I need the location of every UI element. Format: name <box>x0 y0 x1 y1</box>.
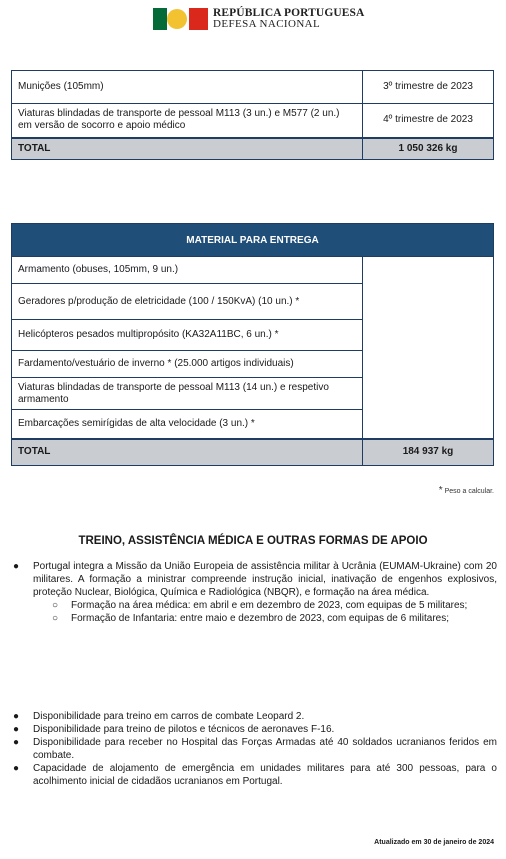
circle-bullet-icon: ○ <box>52 600 59 611</box>
list-item-text: Disponibilidade para treino de pilotos e técnicos de aeronaves F-16. <box>33 724 335 735</box>
table-cell-item: Viaturas blindadas de transporte de pessoal M113 (14 un.) e respetivo armamento <box>12 378 363 410</box>
bullet-icon: ● <box>13 763 20 774</box>
table-header: MATERIAL PARA ENTREGA <box>12 224 494 257</box>
list-item <box>11 560 497 599</box>
portuguese-republic-logo-icon <box>153 8 208 30</box>
table-cell-item: Geradores p/produção de eletricidade (100 / 150KvA) (10 un.) * <box>12 284 363 320</box>
footnote-text: Peso a calcular. <box>444 488 494 495</box>
list-item-text: Disponibilidade para receber no Hospital das Forças Armadas até 40 soldados ucranianos feridos em combate. <box>33 737 497 761</box>
header-line1: REPÚBLICA PORTUGUESA <box>213 7 365 19</box>
table-cell-item: Embarcações semirígidas de alta velocidade (3 un.) * <box>12 410 363 439</box>
table-cell-value: 3º trimestre de 2023 <box>363 71 494 104</box>
list-item <box>11 710 497 723</box>
list-item-text: Disponibilidade para treino em carros de combate Leopard 2. <box>33 711 305 722</box>
list-item <box>11 736 497 762</box>
table-cell-item: Munições (105mm) <box>12 71 363 104</box>
list-item-text: Capacidade de alojamento de emergência em unidades militares para até 300 pessoas, para o acolhimento inicial de cidadãos ucranianos em Portugal. <box>33 763 497 787</box>
total-value: 1 050 326 kg <box>363 138 494 160</box>
list-item-text: Portugal integra a Missão da União Europeia de assistência militar à Ucrânia (EUMAM-Ukraine) com 20 militares. A formação a ministrar compreende instrução inicial, inativação de engenhos explosivos, proteção Nuclear, Biológica, Química e Radiológica (NBQR), e formação na área médica. <box>33 561 497 598</box>
table-row <box>12 71 494 104</box>
total-label: TOTAL <box>12 439 363 466</box>
table-total-row <box>12 439 494 466</box>
header <box>153 8 364 30</box>
table-cell-item: Armamento (obuses, 105mm, 9 un.) <box>12 257 363 284</box>
bullet-list-top <box>11 560 497 625</box>
table-cell-item: Viaturas blindadas de transporte de pessoal M113 (3 un.) e M577 (2 un.) em versão de socorro e apoio médico <box>12 104 363 138</box>
table-cell-empty <box>363 257 494 439</box>
table-row <box>12 257 494 284</box>
header-text <box>213 8 364 30</box>
sub-list-item <box>11 599 497 612</box>
total-value: 184 937 kg <box>363 439 494 466</box>
table-cell-value: 4º trimestre de 2023 <box>363 104 494 138</box>
delivered-material-table <box>11 70 494 160</box>
bullet-icon: ● <box>13 724 20 735</box>
list-item <box>11 723 497 736</box>
sub-list-item <box>11 612 497 625</box>
bullet-icon: ● <box>13 561 20 572</box>
bullet-icon: ● <box>13 737 20 748</box>
sub-list-item-text: Formação na área médica: em abril e em dezembro de 2023, com equipas de 5 militares; <box>71 600 468 611</box>
table-cell-item: Fardamento/vestuário de inverno * (25.000 artigos individuais) <box>12 351 363 378</box>
footnote-star: * <box>438 485 443 496</box>
bullet-icon: ● <box>13 711 20 722</box>
material-to-deliver-table <box>11 223 494 466</box>
list-item <box>11 762 497 788</box>
table-row <box>12 104 494 138</box>
header-line2: DEFESA NACIONAL <box>213 18 321 30</box>
sub-list-item-text: Formação de Infantaria: entre maio e dezembro de 2023, com equipas de 6 militares; <box>71 613 449 624</box>
total-label: TOTAL <box>12 138 363 160</box>
section-title: TREINO, ASSISTÊNCIA MÉDICA E OUTRAS FORMAS DE APOIO <box>78 535 428 547</box>
circle-bullet-icon: ○ <box>52 613 59 624</box>
table-total-row <box>12 138 494 160</box>
footnote <box>439 485 494 496</box>
updated-date: Atualizado em 30 de janeiro de 2024 <box>374 839 494 846</box>
table-cell-item: Helicópteros pesados multipropósito (KA32A11BC, 6 un.) * <box>12 320 363 351</box>
bullet-list-bottom <box>11 710 497 788</box>
table-header-row <box>12 224 494 257</box>
